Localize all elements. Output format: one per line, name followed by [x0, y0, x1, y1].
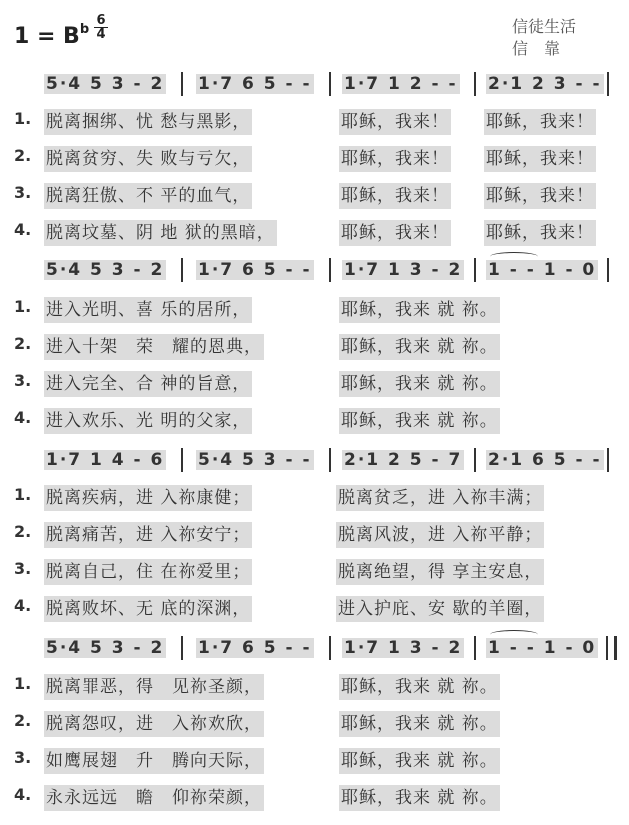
- barline: [181, 448, 183, 472]
- barline: [181, 72, 183, 96]
- lyric-phrase: 耶稣，我来 就 祢。: [339, 711, 500, 737]
- measure-3: 1·7 1 2 - -: [344, 74, 458, 94]
- lyric-phrase: 耶稣，我来！: [484, 146, 596, 172]
- measure-3: 1·7 1 3 - 2: [344, 638, 463, 658]
- lyric-phrase: 进入欢乐、光 明的父家，: [44, 408, 252, 434]
- lyric-phrase: 耶稣，我来！: [339, 183, 451, 209]
- barline: [607, 258, 609, 282]
- tie-mark: [490, 630, 538, 639]
- lyric-phrase: 脱离捆绑、忧 愁与黑影，: [44, 109, 252, 135]
- lyric-phrase: 脱离痛苦，进 入祢安宁；: [44, 522, 252, 548]
- verse-number: 1.: [14, 109, 32, 128]
- time-signature: 6 4: [94, 14, 108, 41]
- lyric-phrase: 耶稣，我来！: [339, 220, 451, 246]
- verse-number: 1.: [14, 297, 32, 316]
- barline: [474, 258, 476, 282]
- lyric-phrase: 进入完全、合 神的旨意，: [44, 371, 252, 397]
- barline: [329, 448, 331, 472]
- verse-number: 2.: [14, 711, 32, 730]
- lyric-phrase: 耶稣，我来 就 祢。: [339, 297, 500, 323]
- credit-tune: 信 靠: [512, 39, 561, 58]
- verse-number: 3.: [14, 183, 32, 202]
- lyric-phrase: 脱离自己，住 在祢爱里；: [44, 559, 252, 585]
- verse-number: 4.: [14, 220, 32, 239]
- barline: [329, 636, 331, 660]
- lyric-phrase: 脱离贫穷、失 败与亏欠，: [44, 146, 252, 172]
- lyric-phrase: 脱离绝望，得 享主安息，: [336, 559, 544, 585]
- verse-number: 1.: [14, 674, 32, 693]
- lyric-phrase: 耶稣，我来！: [484, 220, 596, 246]
- key-signature: $1 = B^b$: [14, 22, 90, 49]
- barline: [474, 636, 476, 660]
- measure-4: 1 - - 1 - 0: [488, 638, 597, 658]
- lyric-phrase: 进入光明、喜 乐的居所，: [44, 297, 252, 323]
- barline: [329, 72, 331, 96]
- measure-1: 5·4 5 3 - 2: [46, 260, 165, 280]
- lyric-phrase: 耶稣，我来 就 祢。: [339, 674, 500, 700]
- barline: [474, 72, 476, 96]
- barline: [474, 448, 476, 472]
- lyric-phrase: 进入十架 荣 耀的恩典，: [44, 334, 264, 360]
- lyric-phrase: 耶稣，我来 就 祢。: [339, 334, 500, 360]
- barline: [607, 448, 609, 472]
- lyric-phrase: 永永远远 瞻 仰祢荣颜，: [44, 785, 264, 811]
- lyric-phrase: 耶稣，我来 就 祢。: [339, 785, 500, 811]
- lyric-phrase: 脱离怨叹，进 入祢欢欣，: [44, 711, 264, 737]
- lyric-phrase: 脱离罪恶，得 见祢圣颜，: [44, 674, 264, 700]
- measure-4: 2·1 6 5 - -: [488, 450, 602, 470]
- credit-source: 信徒生活: [512, 17, 577, 36]
- verse-number: 3.: [14, 371, 32, 390]
- verse-number: 1.: [14, 485, 32, 504]
- tie-mark: [490, 252, 538, 261]
- measure-2: 1·7 6 5 - -: [198, 260, 312, 280]
- lyric-phrase: 脱离疾病，进 入祢康健；: [44, 485, 252, 511]
- lyric-phrase: 脱离败坏、无 底的深渊，: [44, 596, 252, 622]
- measure-2: 1·7 6 5 - -: [198, 74, 312, 94]
- measure-2: 5·4 5 3 - -: [198, 450, 312, 470]
- lyric-phrase: 耶稣，我来 就 祢。: [339, 371, 500, 397]
- verse-number: 2.: [14, 334, 32, 353]
- barline: [607, 72, 609, 96]
- lyric-phrase: 脱离坟墓、阴 地 狱的黑暗，: [44, 220, 277, 246]
- lyric-phrase: 进入护庇、安 歇的羊圈，: [336, 596, 544, 622]
- measure-4: 1 - - 1 - 0: [488, 260, 597, 280]
- lyric-phrase: 脱离贫乏，进 入祢丰满；: [336, 485, 544, 511]
- lyric-phrase: 耶稣，我来！: [484, 109, 596, 135]
- measure-3: 1·7 1 3 - 2: [344, 260, 463, 280]
- lyric-phrase: 耶稣，我来！: [339, 109, 451, 135]
- verse-number: 2.: [14, 146, 32, 165]
- barline: [181, 636, 183, 660]
- measure-3: 2·1 2 5 - 7: [344, 450, 463, 470]
- lyric-phrase: 脱离风波，进 入祢平静；: [336, 522, 544, 548]
- lyric-phrase: 如鹰展翅 升 腾向天际，: [44, 748, 264, 774]
- lyric-phrase: 耶稣，我来 就 祢。: [339, 748, 500, 774]
- barline: [329, 258, 331, 282]
- measure-1: 5·4 5 3 - 2: [46, 74, 165, 94]
- verse-number: 4.: [14, 596, 32, 615]
- measure-1: 5·4 5 3 - 2: [46, 638, 165, 658]
- verse-number: 4.: [14, 408, 32, 427]
- lyric-phrase: 耶稣，我来！: [339, 146, 451, 172]
- lyric-phrase: 耶稣，我来 就 祢。: [339, 408, 500, 434]
- verse-number: 2.: [14, 522, 32, 541]
- final-barline: [606, 636, 617, 660]
- measure-1: 1·7 1 4 - 6: [46, 450, 165, 470]
- verse-number: 3.: [14, 559, 32, 578]
- measure-4: 2·1 2 3 - -: [488, 74, 602, 94]
- verse-number: 3.: [14, 748, 32, 767]
- lyric-phrase: 耶稣，我来！: [484, 183, 596, 209]
- lyric-phrase: 脱离狂傲、不 平的血气，: [44, 183, 252, 209]
- measure-2: 1·7 6 5 - -: [198, 638, 312, 658]
- verse-number: 4.: [14, 785, 32, 804]
- barline: [181, 258, 183, 282]
